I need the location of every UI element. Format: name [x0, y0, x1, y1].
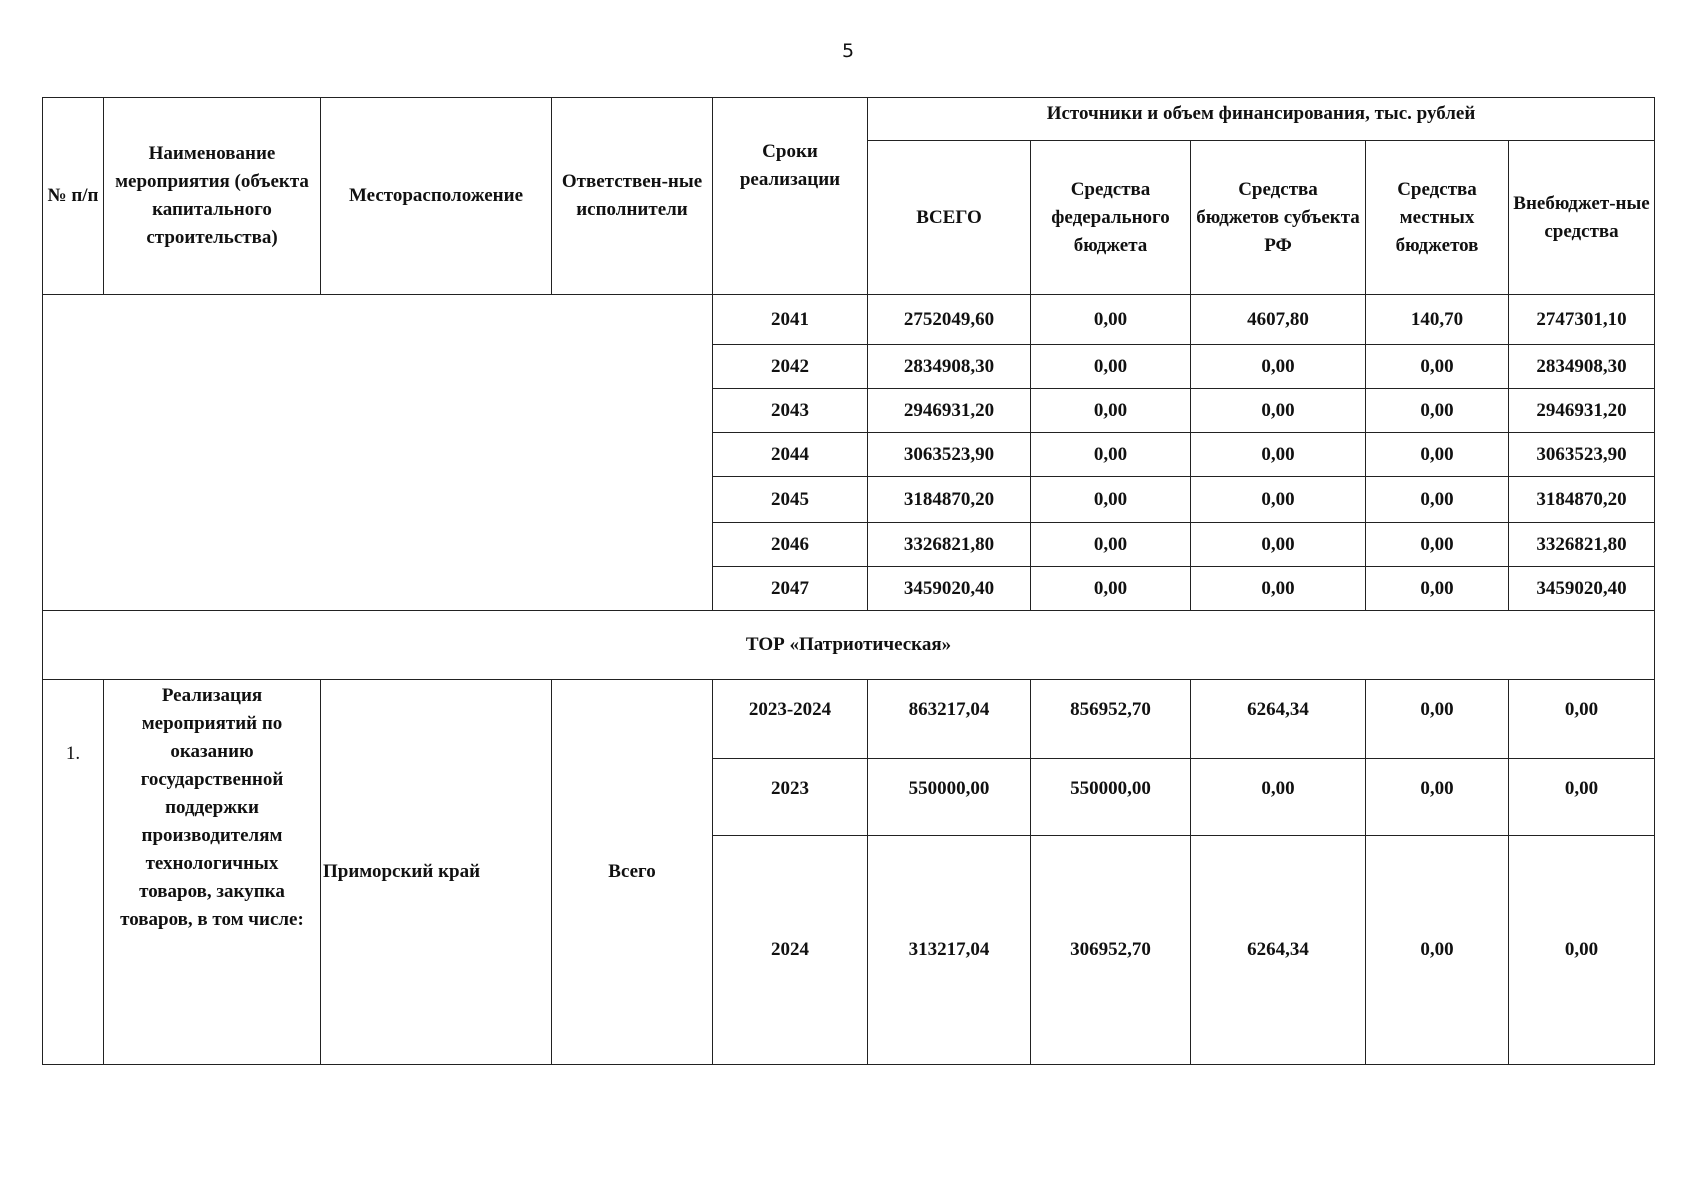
cell-year: 2044	[713, 433, 868, 477]
cell-federal: 0,00	[1031, 567, 1191, 611]
section-title: ТОР «Патриотическая»	[43, 611, 1655, 680]
cell-regional: 6264,34	[1191, 680, 1366, 759]
cell-extra: 2946931,20	[1509, 389, 1655, 433]
item-name: Реализация мероприятий по оказанию государственной поддержки производителям технологичных товаров, закупка товаров, в том числе:	[104, 680, 321, 1065]
cell-total: 863217,04	[868, 680, 1031, 759]
cell-local: 0,00	[1366, 759, 1509, 836]
header-col-no: № п/п	[43, 98, 104, 295]
cell-regional: 0,00	[1191, 389, 1366, 433]
header-col-regional: Средства бюджетов субъекта РФ	[1191, 141, 1366, 295]
cell-total: 313217,04	[868, 836, 1031, 1065]
cell-year: 2042	[713, 345, 868, 389]
cell-extra: 3459020,40	[1509, 567, 1655, 611]
cell-extra: 3184870,20	[1509, 477, 1655, 523]
cell-extra: 2834908,30	[1509, 345, 1655, 389]
cell-period: 2024	[713, 836, 868, 1065]
header-col-name: Наименование мероприятия (объекта капитального строительства)	[104, 98, 321, 295]
header-col-sources: Источники и объем финансирования, тыс. рублей	[868, 98, 1655, 141]
item-location: Приморский край	[321, 680, 552, 1065]
cell-local: 0,00	[1366, 477, 1509, 523]
cell-regional: 0,00	[1191, 477, 1366, 523]
header-col-federal: Средства федерального бюджета	[1031, 141, 1191, 295]
cell-total: 3459020,40	[868, 567, 1031, 611]
cell-regional: 4607,80	[1191, 295, 1366, 345]
cell-federal: 0,00	[1031, 477, 1191, 523]
cell-extra: 2747301,10	[1509, 295, 1655, 345]
cell-federal: 550000,00	[1031, 759, 1191, 836]
item-responsible: Всего	[552, 680, 713, 1065]
header-col-responsible: Ответствен-ные исполнители	[552, 98, 713, 295]
header-col-local: Средства местных бюджетов	[1366, 141, 1509, 295]
table-row	[43, 680, 1655, 759]
cell-year: 2045	[713, 477, 868, 523]
cell-total: 3326821,80	[868, 523, 1031, 567]
cell-year: 2047	[713, 567, 868, 611]
cell-extra: 3326821,80	[1509, 523, 1655, 567]
cell-federal: 0,00	[1031, 345, 1191, 389]
cell-local: 0,00	[1366, 523, 1509, 567]
header-row-top	[43, 98, 1655, 141]
cell-local: 0,00	[1366, 836, 1509, 1065]
cell-total: 2946931,20	[868, 389, 1031, 433]
cell-federal: 306952,70	[1031, 836, 1191, 1065]
cell-extra: 0,00	[1509, 759, 1655, 836]
cell-regional: 0,00	[1191, 433, 1366, 477]
cell-local: 0,00	[1366, 433, 1509, 477]
cell-federal: 856952,70	[1031, 680, 1191, 759]
cell-period: 2023-2024	[713, 680, 868, 759]
header-col-period: Сроки реализации	[713, 98, 868, 295]
cell-total: 3184870,20	[868, 477, 1031, 523]
cell-local: 0,00	[1366, 345, 1509, 389]
cell-period: 2023	[713, 759, 868, 836]
cell-total: 3063523,90	[868, 433, 1031, 477]
cell-regional: 0,00	[1191, 523, 1366, 567]
cell-regional: 6264,34	[1191, 836, 1366, 1065]
financing-table	[42, 97, 1655, 1065]
section-row	[43, 611, 1655, 680]
header-col-location: Месторасположение	[321, 98, 552, 295]
cell-regional: 0,00	[1191, 567, 1366, 611]
cell-local: 140,70	[1366, 295, 1509, 345]
cell-federal: 0,00	[1031, 389, 1191, 433]
cell-regional: 0,00	[1191, 345, 1366, 389]
cell-extra: 0,00	[1509, 836, 1655, 1065]
cell-year: 2046	[713, 523, 868, 567]
header-col-extra: Внебюджет-ные средства	[1509, 141, 1655, 295]
cell-extra: 0,00	[1509, 680, 1655, 759]
cell-total: 2834908,30	[868, 345, 1031, 389]
merged-blank-cell	[43, 295, 713, 611]
cell-year: 2043	[713, 389, 868, 433]
cell-total: 550000,00	[868, 759, 1031, 836]
cell-extra: 3063523,90	[1509, 433, 1655, 477]
cell-regional: 0,00	[1191, 759, 1366, 836]
item-number: 1.	[43, 680, 104, 1065]
page-number: 5	[841, 40, 855, 62]
cell-federal: 0,00	[1031, 523, 1191, 567]
cell-local: 0,00	[1366, 389, 1509, 433]
cell-total: 2752049,60	[868, 295, 1031, 345]
cell-local: 0,00	[1366, 680, 1509, 759]
cell-local: 0,00	[1366, 567, 1509, 611]
cell-federal: 0,00	[1031, 433, 1191, 477]
header-col-total: ВСЕГО	[868, 141, 1031, 295]
cell-federal: 0,00	[1031, 295, 1191, 345]
table-row	[43, 295, 1655, 345]
cell-year: 2041	[713, 295, 868, 345]
